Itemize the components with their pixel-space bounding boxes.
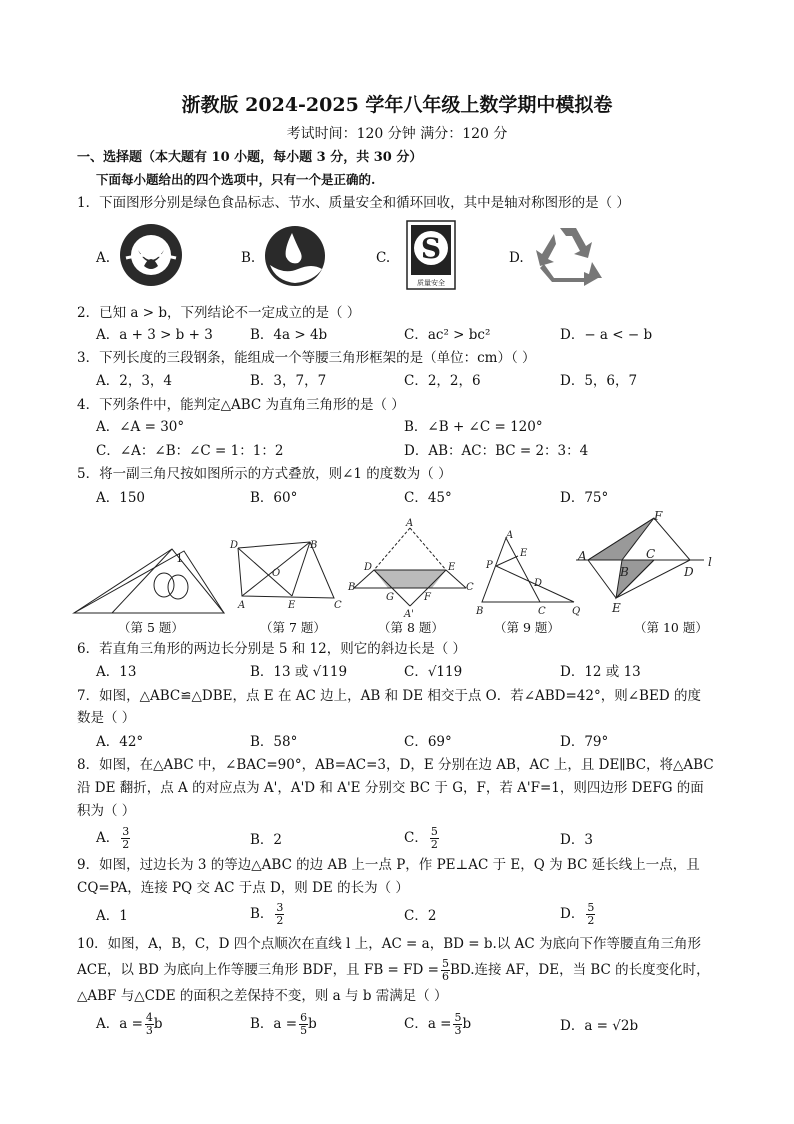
q7-line1: 7．如图，△ABC≌△DBE，点 E 在 AC 边上，AB 和 DE 相交于点 O．若∠ABD=42°，则∠BED 的度 — [77, 688, 701, 704]
svg-text:l: l — [708, 555, 712, 569]
q2-stem: 2．已知 a > b，下列结论不一定成立的是（ ） — [77, 305, 361, 321]
q7-option-a: A．42° — [96, 734, 144, 750]
svg-text:S: S — [420, 232, 442, 265]
svg-text:B: B — [476, 606, 484, 617]
section-heading: 一、选择题（本大题有 10 小题，每小题 3 分，共 30 分） — [77, 150, 423, 165]
caption-q10: （第 10 题） — [634, 620, 708, 635]
q9-line1: 9．如图，过边长为 3 的等边△ABC 的边 AB 上一点 P，作 PE⊥AC 于 E，Q 为 BC 延长线上一点，且 — [77, 857, 700, 873]
figure-q8 — [348, 518, 474, 620]
figure-q5 — [72, 545, 228, 617]
q5-option-a: A．150 — [96, 490, 146, 506]
q6-stem: 6．若直角三角形的两边长分别是 5 和 12，则它的斜边长是（ ） — [77, 641, 467, 657]
svg-text:1: 1 — [176, 552, 183, 565]
figure-q7 — [230, 540, 340, 612]
q3-option-c: C．2，2，6 — [404, 373, 481, 389]
quality-safety-logo-icon — [406, 220, 456, 290]
q7-option-d: D．79° — [560, 734, 609, 750]
svg-text:A: A — [578, 549, 587, 563]
svg-text:G: G — [386, 592, 394, 603]
svg-text:A: A — [506, 530, 514, 541]
caption-q7: （第 7 题） — [260, 620, 326, 635]
q8-option-b: B．2 — [250, 832, 283, 848]
q7-option-c: C．69° — [404, 734, 452, 750]
svg-text:E: E — [612, 601, 621, 615]
q10-option-d: D．a = √2b — [560, 1018, 639, 1034]
svg-text:F: F — [424, 592, 431, 603]
q7-option-b: B．58° — [250, 734, 298, 750]
q6-option-c: C．√119 — [404, 664, 463, 680]
q6-option-d: D．12 或 13 — [560, 664, 641, 680]
water-saving-logo-icon — [264, 225, 326, 287]
q5-stem: 5．将一副三角尺按如图所示的方式叠放，则∠1 的度数为（ ） — [77, 466, 452, 482]
q9-option-c: C．2 — [404, 908, 437, 924]
svg-text:A: A — [406, 518, 414, 529]
q8-line1: 8．如图，在△ABC 中，∠BAC=90°，AB=AC=3，D，E 分别在边 AB，AC 上，且 DE∥BC，将△ABC — [77, 757, 714, 773]
q1-stem: 1．下面图形分别是绿色食品标志、节水、质量安全和循环回收，其中是轴对称图形的是（ ） — [77, 195, 630, 211]
svg-text:C: C — [466, 582, 474, 593]
q9-option-a: A．1 — [96, 908, 128, 924]
q3-stem: 3．下列长度的三段钢条，能组成一个等腰三角形框架的是（单位：cm）（ ） — [77, 350, 536, 366]
q9-option-d: D． $\frac{5}{2}$ — [560, 901, 595, 927]
q2-option-d: D．− a < − b — [560, 327, 653, 343]
recycle-logo-icon — [532, 222, 606, 288]
section-note: 下面每小题给出的四个选项中，只有一个是正确的. — [96, 172, 376, 187]
q4-option-a: A．∠A = 30° — [96, 419, 185, 435]
svg-text:D: D — [534, 578, 543, 589]
svg-text:B: B — [310, 540, 318, 551]
q6-option-b: B．13 或 √119 — [250, 664, 348, 680]
exam-info: 考试时间：120 分钟 满分：120 分 — [286, 126, 508, 142]
q10-line1: 10．如图，A，B，C，D 四个点顺次在直线 l 上，AC = a，BD = b.以 AC 为底向下作等腰直角三角形 — [77, 936, 701, 952]
svg-text:O: O — [272, 568, 281, 579]
q8-line3: 积为（ ） — [77, 803, 136, 819]
q10-option-b: B．a = $\frac{6}{5}$ b — [250, 1011, 317, 1037]
svg-text:B: B — [348, 582, 356, 593]
caption-q5: （第 5 题） — [118, 620, 184, 635]
svg-text:C: C — [334, 600, 342, 611]
q2-option-c: C．ac² > bc² — [404, 327, 491, 343]
q7-line2: 数是（ ） — [77, 710, 136, 726]
svg-text:E: E — [448, 562, 456, 573]
q10-option-a: A．a = $\frac{4}{3}$ b — [96, 1011, 163, 1037]
svg-text:A': A' — [404, 609, 414, 620]
svg-text:B: B — [620, 565, 629, 579]
q5-option-b: B．60° — [250, 490, 298, 506]
figure-q9 — [476, 532, 586, 618]
q9-line2: CQ=PA，连接 PQ 交 AC 于点 D，则 DE 的长为（ ） — [77, 880, 409, 896]
q3-option-b: B．3，7，7 — [250, 373, 327, 389]
svg-text:D: D — [230, 540, 239, 551]
q10-option-c: C．a = $\frac{5}{3}$ b — [404, 1011, 472, 1037]
q8-line2: 沿 DE 翻折，点 A 的对应点为 A'，A'D 和 A'E 分别交 BC 于 G，F，若 A'F=1，则四边形 DEFG 的面 — [77, 780, 704, 796]
svg-text:E: E — [288, 600, 296, 611]
q4-option-d: D．AB：AC：BC = 2：3：4 — [404, 443, 589, 459]
green-food-logo-icon — [118, 222, 184, 288]
svg-text:质量安全: 质量安全 — [417, 279, 445, 287]
svg-text:P: P — [486, 560, 493, 571]
q4-option-b: B．∠B + ∠C = 120° — [404, 419, 543, 435]
caption-q9: （第 9 题） — [494, 620, 560, 635]
q1-label-c: C. — [376, 250, 391, 266]
svg-text:D: D — [684, 565, 694, 579]
q3-option-d: D．5，6，7 — [560, 373, 638, 389]
q10-line3: △ABF 与△CDE 的面积之差保持不变，则 a 与 b 需满足（ ） — [77, 988, 448, 1004]
figure-q10 — [576, 510, 716, 616]
q3-option-a: A．2，3，4 — [96, 373, 173, 389]
svg-text:F: F — [654, 509, 663, 523]
q4-option-c: C．∠A：∠B：∠C = 1：1：2 — [96, 443, 284, 459]
caption-q8: （第 8 题） — [378, 620, 444, 635]
svg-text:C: C — [538, 606, 546, 617]
q8-option-c: C． $\frac{5}{2}$ — [404, 825, 438, 851]
q6-option-a: A．13 — [96, 664, 137, 680]
svg-text:C: C — [646, 547, 656, 561]
q9-option-b: B． $\frac{3}{2}$ — [250, 901, 284, 927]
page-title: 浙教版 2024-2025 学年八年级上数学期中模拟卷 — [181, 94, 613, 116]
q8-option-a: A． $\frac{3}{2}$ — [96, 825, 130, 851]
q8-option-d: D．3 — [560, 832, 593, 848]
q4-stem: 4．下列条件中，能判定△ABC 为直角三角形的是（ ） — [77, 397, 405, 413]
q5-option-d: D．75° — [560, 490, 609, 506]
q2-option-a: A．a + 3 > b + 3 — [96, 327, 213, 343]
svg-text:Q: Q — [572, 606, 581, 617]
q5-option-c: C．45° — [404, 490, 452, 506]
svg-text:A: A — [238, 600, 246, 611]
svg-text:D: D — [364, 562, 373, 573]
q1-label-d: D. — [509, 250, 524, 266]
q1-label-a: A. — [96, 250, 111, 266]
q1-label-b: B. — [241, 250, 256, 266]
svg-text:E: E — [520, 548, 528, 559]
q10-line2: ACE，以 BD 为底向上作等腰三角形 BDF，且 FB = FD = $\frac{5}{6}$ BD.连接 AF，DE，当 BC 的长度变化时， — [77, 957, 710, 983]
q2-option-b: B．4a > 4b — [250, 327, 328, 343]
